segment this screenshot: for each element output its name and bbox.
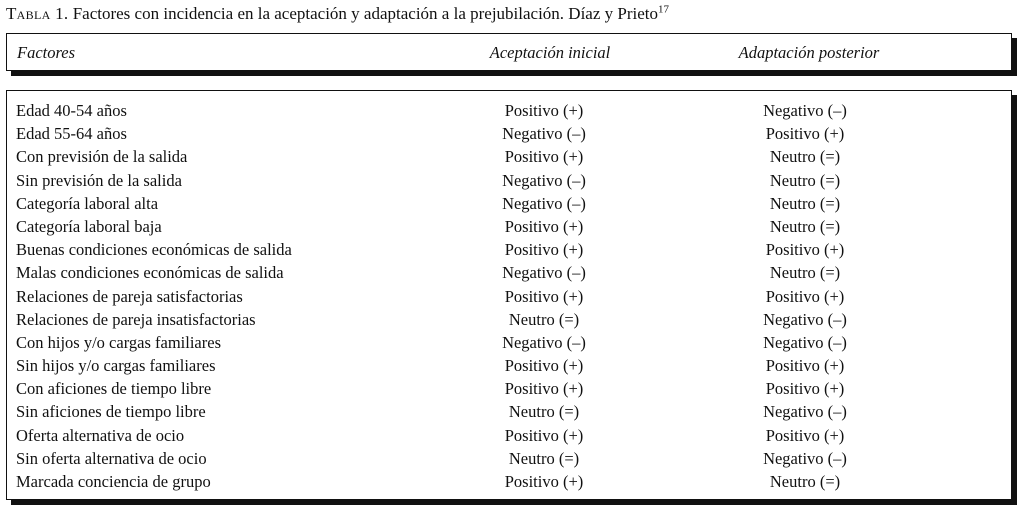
factor-cell: Con aficiones de tiempo libre (16, 379, 212, 399)
adaptacion-cell: Neutro (=) (769, 472, 841, 491)
aceptacion-cell: Positivo (+) (504, 240, 584, 260)
table-row (7, 331, 1011, 354)
table-row (7, 122, 1011, 145)
aceptacion-cell: Negativo (–) (502, 193, 586, 213)
factor-cell: Categoría laboral baja (16, 216, 162, 236)
factor-cell: Sin aficiones de tiempo libre (16, 402, 206, 422)
adaptacion-cell: Positivo (+) (765, 240, 845, 260)
adaptacion-cell: Neutro (=) (769, 263, 841, 283)
factor-cell: Relaciones de pareja satisfactorias (16, 286, 243, 306)
table-row (7, 285, 1011, 308)
factor-cell: Buenas condiciones económicas de salida (16, 240, 292, 260)
table-caption (6, 4, 669, 24)
table-row (7, 447, 1011, 470)
factor-cell: Edad 55-64 años (16, 124, 127, 144)
factor-cell: Sin previsión de la salida (16, 170, 182, 190)
aceptacion-cell: Positivo (+) (504, 286, 584, 306)
factor-cell: Relaciones de pareja insatisfactorias (16, 309, 256, 329)
factor-cell: Edad 40-54 años (16, 101, 127, 120)
table-row (7, 261, 1011, 284)
table-row (7, 238, 1011, 261)
reference-superscript: 17 (658, 3, 670, 16)
aceptacion-cell: Neutro (=) (508, 402, 580, 422)
table-label: Tabla 1. (6, 4, 69, 23)
adaptacion-cell: Negativo (–) (763, 332, 847, 352)
table-rows (7, 99, 1011, 493)
column-header-aceptacion: Aceptación inicial (489, 43, 611, 62)
aceptacion-cell: Negativo (–) (502, 263, 586, 283)
factor-cell: Categoría laboral alta (16, 193, 159, 213)
table-row (7, 354, 1011, 377)
factor-cell: Marcada conciencia de grupo (16, 472, 211, 491)
aceptacion-cell: Neutro (=) (508, 448, 580, 468)
table-row (7, 145, 1011, 168)
aceptacion-cell: Positivo (+) (504, 379, 584, 399)
adaptacion-cell: Neutro (=) (769, 147, 841, 167)
adaptacion-cell: Neutro (=) (769, 216, 841, 236)
adaptacion-cell: Positivo (+) (765, 124, 845, 144)
table-row (7, 169, 1011, 192)
adaptacion-cell: Negativo (–) (763, 402, 847, 422)
column-header-adaptacion: Adaptación posterior (738, 43, 880, 62)
table-row (7, 377, 1011, 400)
adaptacion-cell: Negativo (–) (763, 101, 847, 120)
factor-cell: Oferta alternativa de ocio (16, 425, 185, 445)
aceptacion-cell: Negativo (–) (502, 170, 586, 190)
aceptacion-cell: Positivo (+) (504, 147, 584, 167)
table-row (7, 400, 1011, 423)
table-row (7, 470, 1011, 493)
factor-cell: Sin hijos y/o cargas familiares (16, 356, 216, 376)
aceptacion-cell: Positivo (+) (504, 472, 584, 491)
factor-cell: Con hijos y/o cargas familiares (16, 332, 221, 352)
adaptacion-cell: Positivo (+) (765, 425, 845, 445)
adaptacion-cell: Positivo (+) (765, 286, 845, 306)
table-header (6, 33, 1012, 71)
factor-cell: Con previsión de la salida (16, 147, 188, 167)
table-caption-text: Factores con incidencia en la aceptación y adaptación a la prejubilación. Díaz y Prieto (68, 4, 659, 23)
table-row (7, 215, 1011, 238)
adaptacion-cell: Negativo (–) (763, 448, 847, 468)
adaptacion-cell: Negativo (–) (763, 309, 847, 329)
adaptacion-cell: Neutro (=) (769, 170, 841, 190)
aceptacion-cell: Positivo (+) (504, 216, 584, 236)
aceptacion-cell: Positivo (+) (504, 356, 584, 376)
table-row (7, 192, 1011, 215)
adaptacion-cell: Positivo (+) (765, 356, 845, 376)
column-header-factores: Factores (17, 43, 76, 62)
factor-cell: Sin oferta alternativa de ocio (16, 448, 207, 468)
aceptacion-cell: Positivo (+) (504, 101, 584, 120)
adaptacion-cell: Positivo (+) (765, 379, 845, 399)
table-row (7, 99, 1011, 122)
aceptacion-cell: Neutro (=) (508, 309, 580, 329)
table-row (7, 424, 1011, 447)
table-row (7, 308, 1011, 331)
adaptacion-cell: Neutro (=) (769, 193, 841, 213)
table-body (6, 90, 1012, 500)
factor-cell: Malas condiciones económicas de salida (16, 263, 284, 283)
aceptacion-cell: Positivo (+) (504, 425, 584, 445)
aceptacion-cell: Negativo (–) (502, 332, 586, 352)
aceptacion-cell: Negativo (–) (502, 124, 586, 144)
